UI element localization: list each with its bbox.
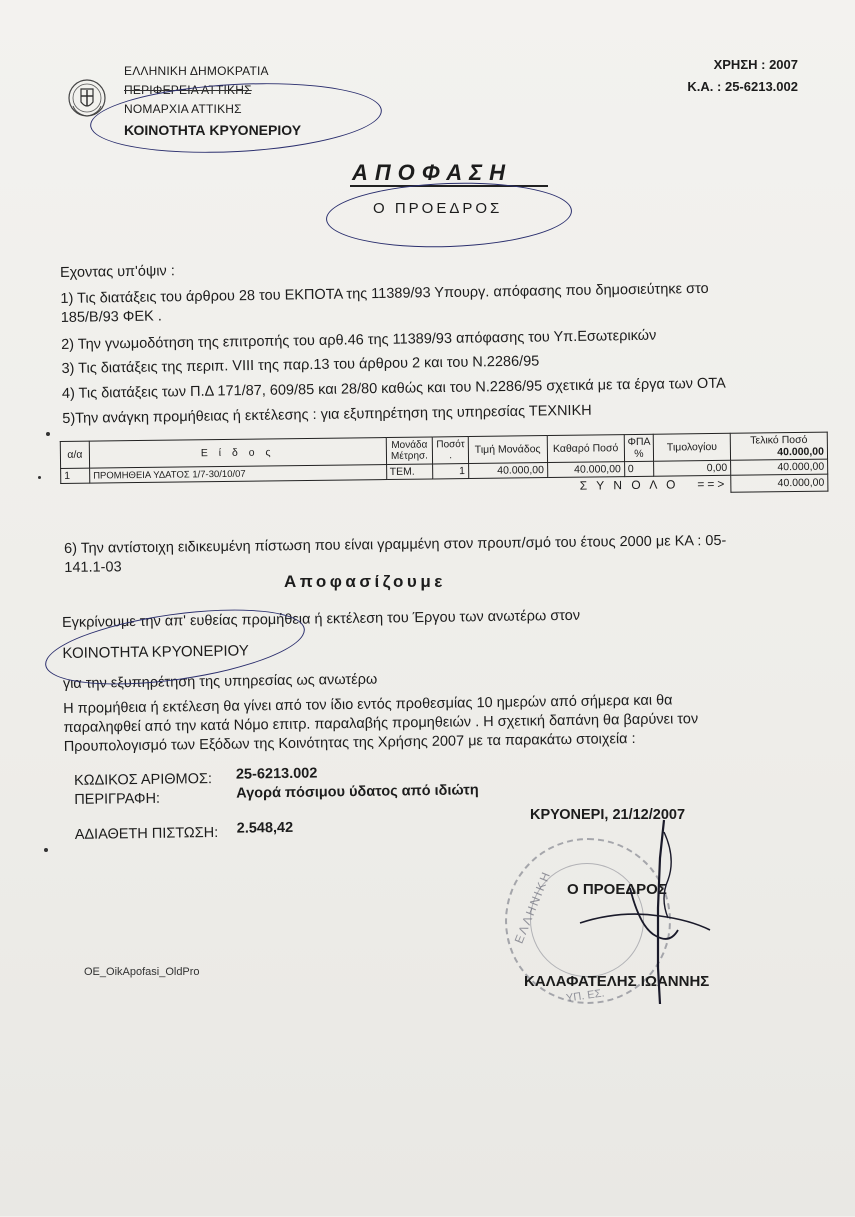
decision-line-1: Εγκρίνουμε την απ' ευθείας προμήθεια ή εκτέλεση του Έργου των ανωτέρω στον (61, 607, 581, 631)
budget-code: Κ.Α. : 25-6213.002 (687, 79, 798, 94)
col-header-invoice: Τιμολογίου (653, 433, 730, 461)
budget-avail-value: 2.548,42 (236, 819, 294, 837)
cell-unit: ΤΕΜ. (386, 464, 433, 480)
place-date: ΚΡΥΟΝΕΡΙ, 21/12/2007 (530, 807, 686, 823)
decision-heading: Αποφασίζουμε (284, 572, 446, 591)
punch-mark-top (46, 432, 50, 436)
signature-name: ΚΑΛΑΦΑΤΕΛΗΣ ΙΩΑΝΝΗΣ (524, 973, 710, 990)
col-header-vat: ΦΠΑ % (624, 434, 654, 461)
considering-item-6: 6) Την αντίστοιχη ειδικευμένη πίστωση που είναι γραμμένη στον προυπ/σμό του έτους 2000 με ΚΑ : 05- (64, 532, 727, 557)
header-country: ΕΛΛΗΝΙΚΗ ΔΗΜΟΚΡΑΤΙΑ (124, 64, 269, 78)
considering-item-3: 3) Τις διατάξεις της περιπ. VIII της παρ.13 του άρθρου 2 και του Ν.2286/95 (61, 353, 540, 377)
col-header-qty: Ποσότ . (433, 437, 469, 464)
punch-mark-bottom (44, 848, 48, 852)
budget-code-label: ΚΩΔΙΚΟΣ ΑΡΙΘΜΟΣ: (73, 771, 213, 789)
signature-role: Ο ΠΡΟΕΔΡΟΣ (567, 881, 667, 898)
header-total-value: 40.000,00 (777, 445, 825, 459)
budget-avail-label: ΑΔΙΑΘΕΤΗ ΠΙΣΤΩΣΗ: (74, 824, 219, 843)
col-header-total-label: Τελικό Ποσό (750, 433, 808, 447)
seal-text-left: ΕΛΛΗΝΙΚΗ (511, 868, 554, 946)
sum-label: Σ Υ Ν Ο Λ Ο ==> (579, 476, 728, 493)
cell-net: 40.000,00 (547, 462, 624, 478)
cell-vat: 0 (624, 461, 654, 476)
cell-qty: 1 (433, 464, 469, 479)
col-header-item: Ε ί δ ο ς (89, 438, 386, 469)
fiscal-year: ΧΡΗΣΗ : 2007 (713, 57, 798, 72)
considering-item-6-cont: 141.1-03 (64, 559, 122, 576)
document-title: ΑΠΟΦΑΣΗ (352, 160, 513, 185)
seal-text-bottom: ΥΠ. ΕΣ. (565, 987, 606, 1005)
decision-supplier: ΚΟΙΝΟΤΗΤΑ ΚΡΥΟΝΕΡΙΟΥ (62, 642, 249, 662)
col-header-unit-price: Τιμή Μονάδος (468, 436, 547, 464)
considering-item-2: 2) Την γνωμοδότηση της επιτροπής του αρθ.46 της 11389/93 απόφασης του Υπ.Εσωτερικών (61, 327, 657, 353)
sum-value: 40.000,00 (731, 474, 828, 492)
considering-item-1: 1) Τις διατάξεις του άρθρου 28 του ΕΚΠΟΤΑ της 11389/93 Υπουργ. απόφασης που δημοσιεύτηκε στο (60, 280, 709, 307)
document-subtitle: Ο ΠΡΟΕΔΡΟΣ (373, 200, 503, 217)
header-region: ΠΕΡΙΦΕΡΕΙΑ ΑΤΤΙΚΗΣ (124, 83, 252, 97)
cell-item: ΠΡΟΜΗΘΕΙΑ ΥΔΑΤΟΣ 1/7-30/10/07 (90, 465, 387, 484)
header-prefecture: ΝΟΜΑΡΧΙΑ ΑΤΤΙΚΗΣ (124, 102, 242, 116)
budget-desc-label: ΠΕΡΙΓΡΑΦΗ: (74, 790, 161, 808)
decision-para-1: Η προμήθεια ή εκτέλεση θα γίνει από τον ίδιο εντός προθεσμίας 10 ημερών από σήμερα και θα (63, 692, 673, 717)
decision-line-2: για την εξυπηρέτηση της υπηρεσίας ως ανωτέρω (62, 671, 378, 692)
decision-para-2: παραληφθεί από την κατά Νόμο επιτρ. παραλαβής προμηθειών . Η σχετική δαπάνη θα βαρύνει τον (63, 711, 699, 736)
cell-unit-price: 40.000,00 (468, 463, 547, 479)
considering-intro: Εχοντας υπ'όψιν : (59, 263, 175, 281)
budget-desc-value: Αγορά πόσιμου ύδατος από ιδιώτη (236, 782, 479, 802)
cell-vat-amount: 0,00 (654, 460, 731, 476)
header-community: ΚΟΙΝΟΤΗΤΑ ΚΡΥΟΝΕΡΙΟΥ (124, 122, 302, 138)
col-header-net: Καθαρό Ποσό (547, 435, 624, 463)
cell-aa: 1 (61, 468, 90, 483)
considering-item-5: 5)Την ανάγκη προμήθειας ή εκτέλεσης : για εξυπηρέτηση της υπηρεσίας ΤΕΧΝΙΚΗ (62, 402, 592, 427)
cell-total: 40.000,00 (731, 459, 828, 475)
footer-code: OE_OikApofasi_OldPro (84, 966, 200, 978)
considering-item-4: 4) Τις διατάξεις των Π.Δ 171/87, 609/85 και 28/80 καθώς και του Ν.2286/95 σχετικά με τα έργα των ΟΤΑ (61, 375, 726, 402)
col-header-aa: α/α (60, 441, 89, 468)
punch-mark-mid (38, 476, 41, 479)
handwritten-signature (560, 818, 720, 1008)
decision-para-3: Προυπολογισμό των Εξόδων της Κοινότητας της Χρήσης 2007 με τα παρακάτω στοιχεία : (63, 730, 636, 755)
considering-item-1-cont: 185/Β/93 ΦΕΚ . (60, 308, 162, 326)
budget-code-value: 25-6213.002 (235, 765, 318, 783)
col-header-unit: Μονάδα Μέτρησ. (386, 437, 433, 465)
